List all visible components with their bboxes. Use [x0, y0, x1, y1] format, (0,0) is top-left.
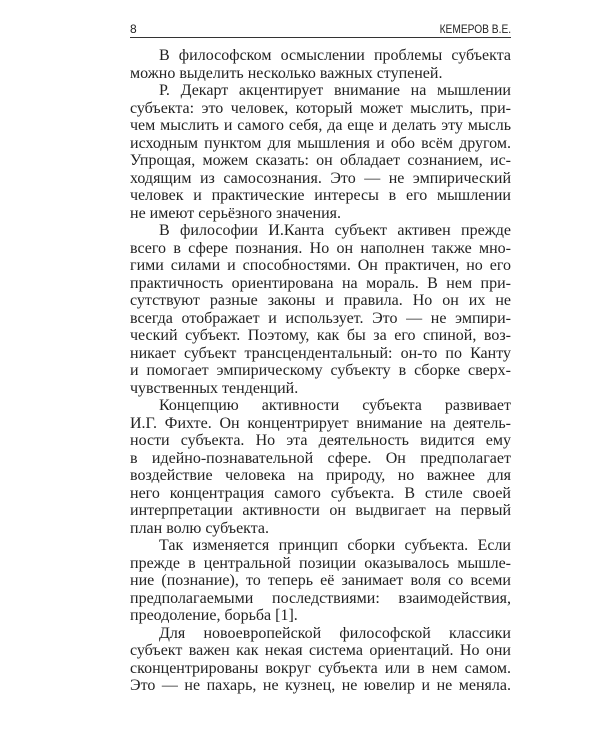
text-line: Концепцию активности субъекта развивает — [159, 397, 511, 414]
text-line: чувственных тенденций. — [130, 379, 299, 397]
text-line: В философии И.Канта субъект активен прежде — [159, 222, 511, 239]
paragraph — [130, 537, 511, 625]
text-line: практичность ориентирована на мораль. В нем при- — [130, 274, 511, 292]
text-line: ние (познание), то теперь её занимает воля со всеми — [130, 572, 511, 589]
text-line: в идейно-познавательной сфере. Он предполагает — [130, 449, 511, 467]
running-header — [130, 22, 511, 38]
text-line: не имеют серьёзного значения. — [130, 204, 342, 222]
text-line: преодоление, борьба [1]. — [130, 607, 298, 624]
text-line: И.Г. Фихте. Он концентрирует внимание на деятель- — [130, 414, 511, 432]
text-line: предполагаемыми последствиями: взаимодействия, — [130, 589, 511, 607]
body-text — [130, 47, 511, 695]
text-line: ческий субъект. Поэтому, как бы за его спиной, воз- — [130, 327, 511, 344]
page-number: 8 — [130, 22, 137, 36]
text-line: и помогает эмпирическому субъекту в сборке сверх- — [130, 362, 511, 379]
text-line: Так изменяется принцип сборки субъекта. Если — [159, 537, 511, 554]
paragraph — [130, 222, 511, 397]
text-line: субъекта: это человек, который может мыслить, при- — [130, 99, 511, 117]
paragraph — [130, 397, 511, 537]
text-line: можно выделить несколько важных ступеней. — [130, 64, 443, 82]
text-line: ходящим из самосознания. Это — не эмпирический — [130, 169, 511, 187]
text-line: всего в сфере познания. Но он наполнен также мно- — [130, 239, 511, 257]
text-line: человек и практические интересы в его мышлении — [130, 187, 511, 204]
text-line: В философском осмыслении проблемы субъекта — [159, 47, 511, 64]
text-line: исходным пунктом для мышления и обо всём другом. — [130, 134, 511, 152]
text-line: Упрощая, можем сказать: он обладает сознанием, ис- — [130, 152, 511, 169]
text-line: сконцентрированы вокруг субъекта или в нем самом. — [130, 659, 511, 677]
text-line: всегда отображает и использует. Это — не эмпири- — [130, 309, 511, 327]
text-line: план волю субъекта. — [130, 519, 270, 537]
text-line: субъект важен как некая система ориентаций. Но они — [130, 642, 511, 659]
text-line: прежде в центральной позиции оказывалось мышле- — [130, 554, 511, 572]
text-line: воздействие человека на природу, но важнее для — [130, 467, 511, 484]
text-line: интерпретации активности он выдвигает на первый — [130, 502, 511, 519]
text-line: чем мыслить и самого себя, да еще и делать эту мысль — [130, 117, 511, 134]
author-header: КЕМЕРОВ В.Е. — [439, 22, 511, 36]
text-line: ности субъекта. Но эта деятельность видится ему — [130, 432, 511, 449]
text-line: никает субъект трансцендентальный: он-то по Канту — [130, 344, 511, 362]
text-line: Для новоевропейской философской классики — [159, 624, 511, 642]
paragraph — [130, 625, 511, 695]
text-line: Это — не пахарь, не кузнец, не ювелир и не меняла. — [130, 677, 511, 694]
text-line: сутствуют разные законы и правила. Но он их не — [130, 292, 511, 309]
paragraph — [130, 82, 511, 222]
text-line: Р. Декарт акцентирует внимание на мышлении — [159, 82, 511, 99]
paragraph — [130, 47, 511, 82]
text-line: него концентрация самого субъекта. В стиле своей — [130, 484, 511, 502]
text-line: гими силами и способностями. Он практичен, но его — [130, 257, 511, 274]
